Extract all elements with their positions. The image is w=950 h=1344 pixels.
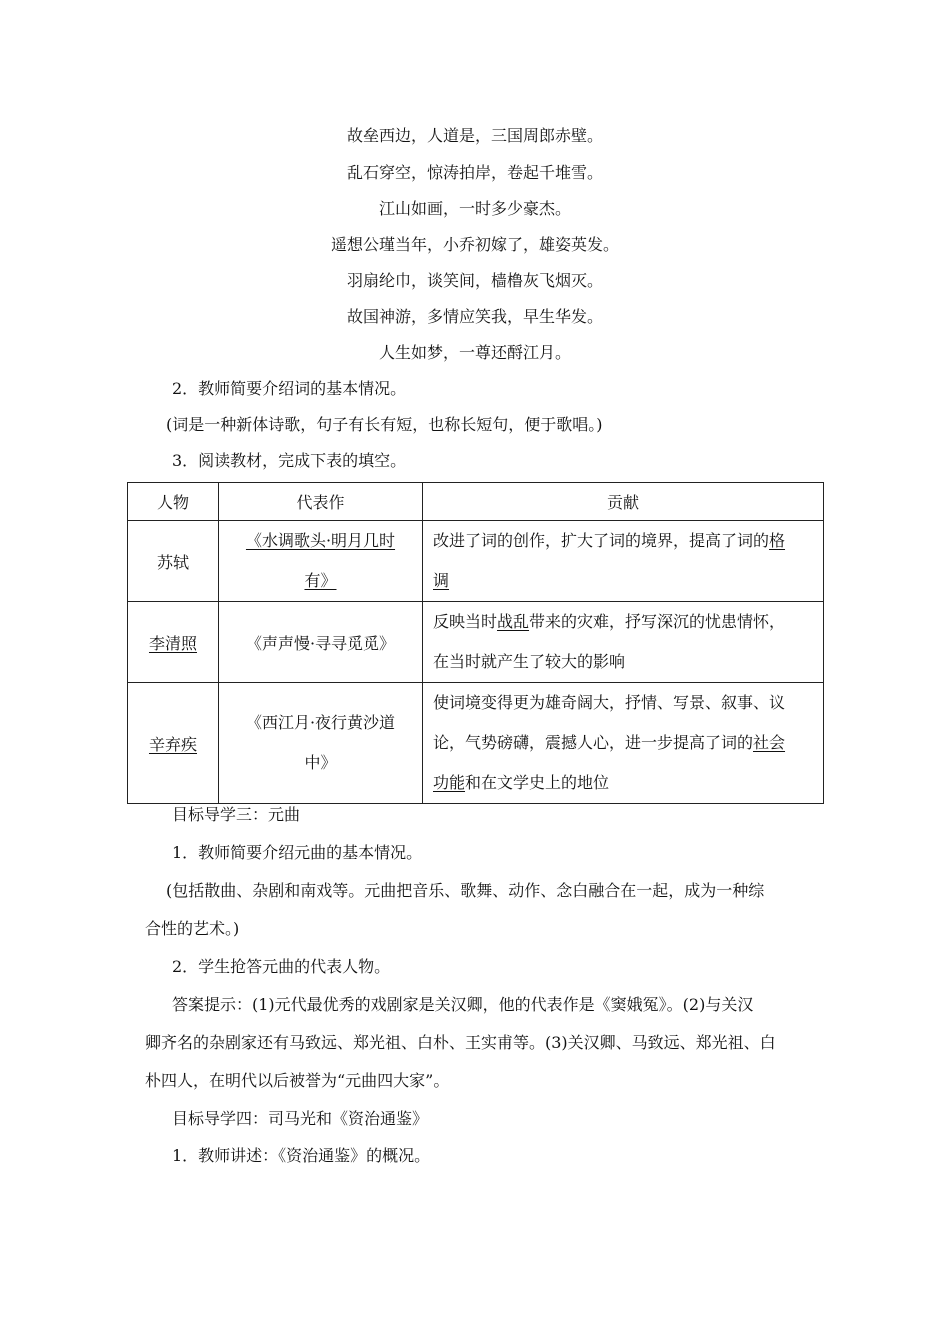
- poem-line: 羽扇纶巾，谈笑间，樯橹灰飞烟灭。: [346, 271, 603, 290]
- contribution-blank: 战乱: [497, 612, 530, 631]
- contribution-blank: 社会: [753, 733, 786, 752]
- poem-line: 江山如画，一时多少豪杰。: [378, 199, 571, 218]
- answer-paragraph-cont: 卿齐名的杂剧家还有马致远、郑光祖、白朴、王实甫等。(3)关汉卿、马致远、郑光祖、白: [145, 1033, 776, 1052]
- work-title: 《声声慢·寻寻觅觅》: [245, 633, 396, 653]
- work-cell: [219, 683, 423, 804]
- poem-line: 遥想公瑾当年，小乔初嫁了，雄姿英发。: [330, 235, 619, 254]
- poem-line: 人生如梦，一尊还酹江月。: [378, 343, 571, 362]
- list-item: 2．学生抢答元曲的代表人物。: [172, 957, 391, 976]
- section-heading: 目标导学四：司马光和《资治通鉴》: [172, 1109, 429, 1128]
- work-cell: [219, 521, 423, 602]
- contribution-blank: 格: [769, 531, 786, 550]
- answer-paragraph: 答案提示：(1)元代最优秀的戏剧家是关汉卿，他的代表作是《窦娥冤》。(2)与关汉: [172, 995, 754, 1014]
- person-cell: [128, 521, 219, 602]
- contribution-text: 在当时就产生了较大的影响: [433, 652, 626, 671]
- work-title: 《西江月·夜行黄沙道: [245, 713, 396, 732]
- contribution-text: 反映当时: [433, 612, 498, 631]
- person-name: 李清照: [148, 633, 197, 653]
- note-paragraph-cont: 合性的艺术。): [145, 919, 240, 938]
- contribution-text: 和在文学史上的地位: [465, 773, 610, 792]
- poem-line: 故国神游，多情应笑我，早生华发。: [346, 307, 603, 326]
- list-item: 2．教师简要介绍词的基本情况。: [172, 379, 407, 398]
- table-header-contribution: 贡献: [423, 483, 824, 521]
- contribution-cell: [423, 521, 824, 602]
- poets-table: [127, 482, 824, 804]
- contribution-text: 改进了词的创作，扩大了词的境界，提高了词的: [433, 531, 770, 550]
- poem-line: 乱石穿空，惊涛拍岸，卷起千堆雪。: [346, 163, 603, 182]
- table-row: [128, 521, 824, 602]
- section-heading: 目标导学三：元曲: [172, 805, 301, 824]
- contribution-blank-cont: 功能: [433, 773, 466, 792]
- contribution-cell: [423, 602, 824, 683]
- table-row: [128, 683, 824, 804]
- work-cell: [219, 602, 423, 683]
- answer-paragraph-cont: 朴四人，在明代以后被誉为“元曲四大家”。: [145, 1071, 450, 1090]
- contribution-cell: [423, 683, 824, 804]
- note-paragraph: (词是一种新体诗歌，句子有长有短，也称长短句，便于歌唱。): [166, 415, 603, 434]
- contribution-blank-cont: 调: [433, 571, 450, 590]
- list-item: 1．教师讲述：《资治通鉴》的概况。: [172, 1146, 431, 1165]
- person-name: 辛弃疾: [148, 734, 197, 754]
- work-title-cont: 中》: [304, 753, 337, 772]
- contribution-text: 带来的灾难，抒写深沉的忧患情怀，: [529, 612, 786, 631]
- list-item: 1．教师简要介绍元曲的基本情况。: [172, 843, 423, 862]
- work-title-cont: 有》: [304, 571, 337, 590]
- poem-line: 故垒西边，人道是，三国周郎赤壁。: [346, 126, 603, 145]
- table-row: [128, 602, 824, 683]
- work-title: 《水调歌头·明月几时: [245, 531, 396, 550]
- contribution-text: 使词境变得更为雄奇阔大，抒情、写景、叙事、议: [433, 693, 786, 712]
- list-item: 3．阅读教材，完成下表的填空。: [172, 451, 407, 470]
- table-header-person: 人物: [128, 483, 219, 521]
- person-cell: [128, 683, 219, 804]
- note-paragraph: (包括散曲、杂剧和南戏等。元曲把音乐、歌舞、动作、念白融合在一起，成为一种综: [166, 881, 765, 900]
- table-header-work: 代表作: [219, 483, 423, 521]
- person-name: 苏轼: [156, 552, 189, 572]
- contribution-text: 论，气势磅礴，震撼人心，进一步提高了词的: [433, 733, 754, 752]
- person-cell: [128, 602, 219, 683]
